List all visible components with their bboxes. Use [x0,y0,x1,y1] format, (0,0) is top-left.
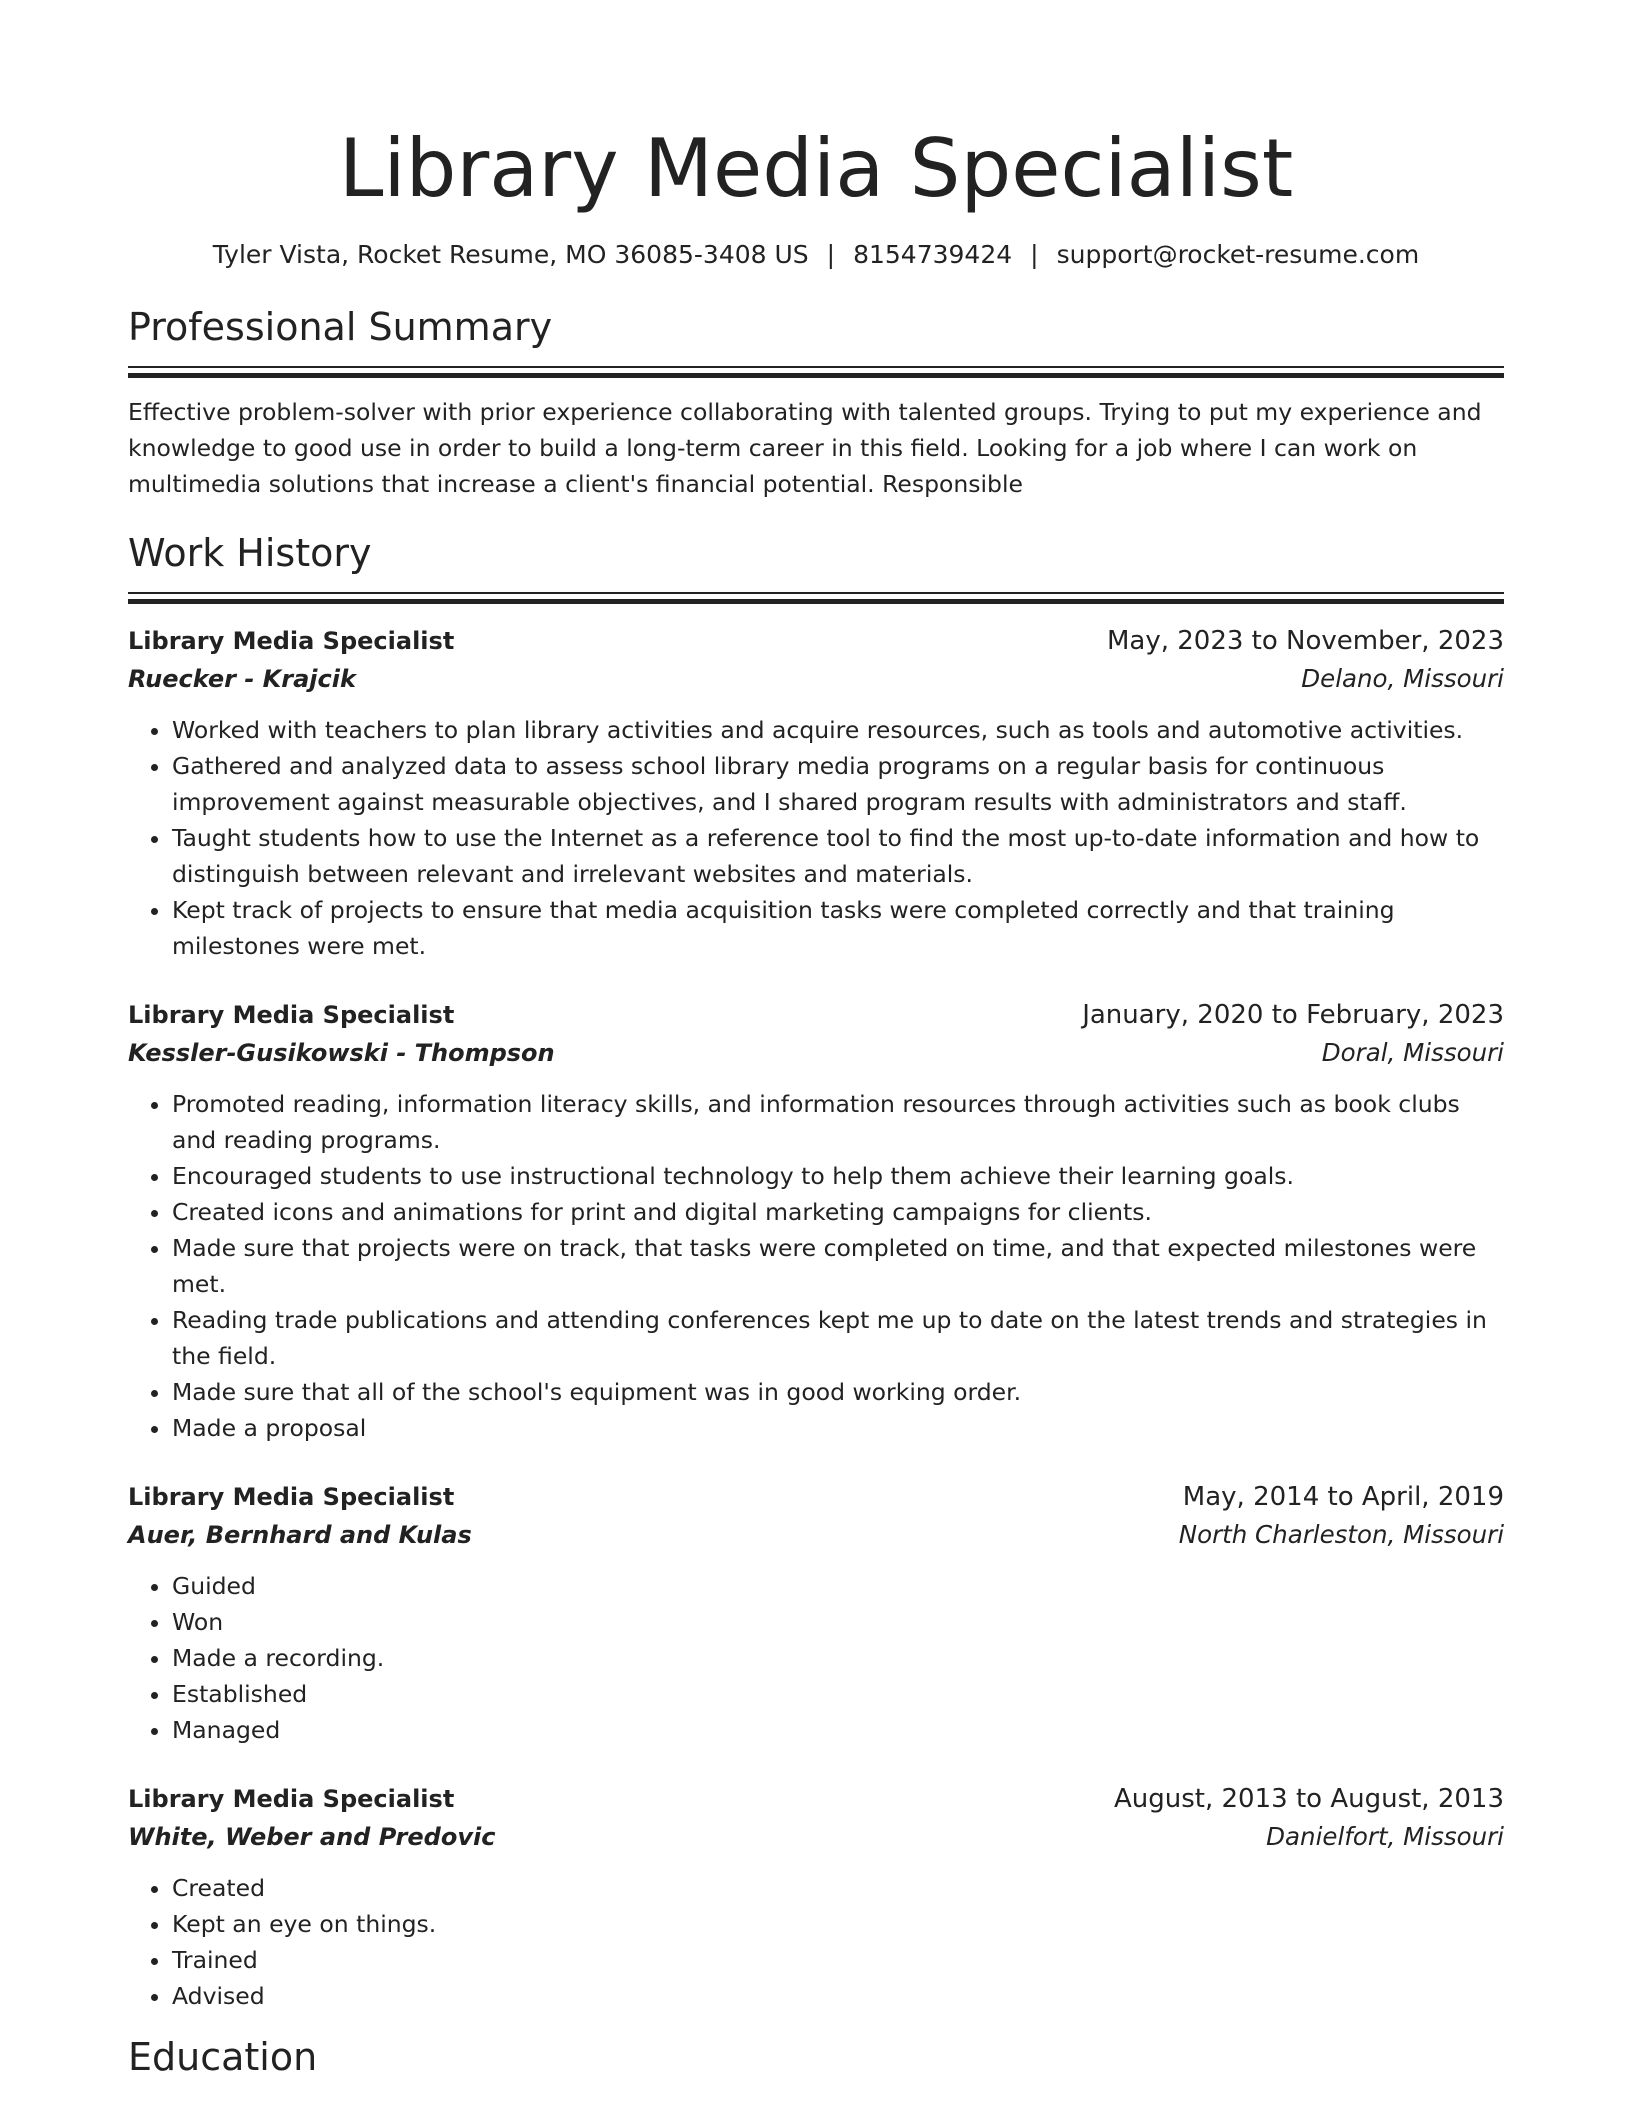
job-company: White, Weber and Predovic [128,1823,496,1851]
section-title-summary: Professional Summary [128,305,553,349]
job-entry [128,1478,1504,1748]
job-header [128,1780,1504,1818]
job-subheader [128,660,1504,698]
job-bullet: • Advised [172,1978,1504,2014]
job-dates: January, 2020 to February, 2023 [1082,1000,1504,1030]
job-bullet: • Encouraged students to use instructional technology to help them achieve their learning goals. [172,1158,1504,1194]
resume-page [128,0,1504,2082]
contact-email: support@rocket-resume.com [1056,240,1420,269]
job-bullet: • Created icons and animations for print and digital marketing campaigns for clients. [172,1194,1504,1230]
job-subheader [128,1516,1504,1554]
job-bullets [128,1086,1504,1446]
job-subheader [128,1818,1504,1856]
job-bullet: • Guided [172,1568,1504,1604]
job-bullets [128,1568,1504,1748]
job-subheader [128,1034,1504,1072]
job-entry [128,996,1504,1446]
section-divider [128,592,1504,604]
job-company: Ruecker - Krajcik [128,665,356,693]
job-bullet: • Promoted reading, information literacy skills, and information resources through activities such as book clubs and reading programs. [172,1086,1504,1158]
job-company: Auer, Bernhard and Kulas [128,1521,472,1549]
job-title: Library Media Specialist [128,627,455,655]
job-bullet: • Established [172,1676,1504,1712]
job-bullet: • Trained [172,1942,1504,1978]
job-dates: August, 2013 to August, 2013 [1114,1784,1504,1814]
job-bullet: • Managed [172,1712,1504,1748]
job-bullet: • Made sure that all of the school's equipment was in good working order. [172,1374,1504,1410]
job-title: Library Media Specialist [128,1785,455,1813]
job-bullet: • Made sure that projects were on track, that tasks were completed on time, and that expected milestones were met. [172,1230,1504,1302]
job-location: Doral, Missouri [1321,1038,1504,1067]
job-location: North Charleston, Missouri [1178,1520,1504,1549]
contact-line [128,238,1504,272]
summary-text: Effective problem-solver with prior experience collaborating with talented groups. Trying to put my experience and knowledge to good use in order to build a long-term career in this field. Looking for a job where I can work on multimedia solutions that increase a client's financial potential. Responsible [128,398,1482,498]
job-bullet: • Made a recording. [172,1640,1504,1676]
contact-address: Tyler Vista, Rocket Resume, MO 36085-3408 US [212,240,809,269]
section-title-work-history: Work History [128,531,372,575]
job-bullets [128,1870,1504,2014]
job-location: Danielfort, Missouri [1266,1822,1504,1851]
job-title: Library Media Specialist [128,1001,455,1029]
job-bullet: • Taught students how to use the Internet as a reference tool to find the most up-to-date information and how to distinguish between relevant and irrelevant websites and materials. [172,820,1504,892]
job-entry [128,1780,1504,2014]
education-section [128,2032,1504,2082]
work-history-section [128,528,1504,2014]
job-bullet: • Worked with teachers to plan library activities and acquire resources, such as tools and automotive activities. [172,712,1504,748]
job-location: Delano, Missouri [1301,664,1504,693]
contact-separator: | [1030,240,1039,269]
resume-name: Library Media Specialist [338,122,1294,215]
job-bullet: • Made a proposal [172,1410,1504,1446]
job-company: Kessler-Gusikowski - Thompson [128,1039,555,1067]
job-header [128,1478,1504,1516]
job-header [128,996,1504,1034]
job-bullets [128,712,1504,964]
section-title-education: Education [128,2035,318,2079]
job-bullet: • Gathered and analyzed data to assess school library media programs on a regular basis for continuous improvement against measurable objectives, and I shared program results with administrators and staff. [172,748,1504,820]
job-dates: May, 2023 to November, 2023 [1106,626,1504,656]
job-header [128,622,1504,660]
job-dates: May, 2014 to April, 2019 [1182,1482,1504,1512]
job-bullet: • Reading trade publications and attending conferences kept me up to date on the latest trends and strategies in the field. [172,1302,1504,1374]
job-title: Library Media Specialist [128,1483,455,1511]
job-entry [128,622,1504,964]
job-bullet: • Won [172,1604,1504,1640]
job-bullet: • Kept an eye on things. [172,1906,1504,1942]
job-bullet: • Created [172,1870,1504,1906]
summary-section [128,302,1504,502]
contact-separator: | [826,240,836,269]
section-divider [128,366,1504,378]
job-bullet: • Kept track of projects to ensure that media acquisition tasks were completed correctly and that training milestones were met. [172,892,1504,964]
contact-phone: 8154739424 [853,240,1013,269]
